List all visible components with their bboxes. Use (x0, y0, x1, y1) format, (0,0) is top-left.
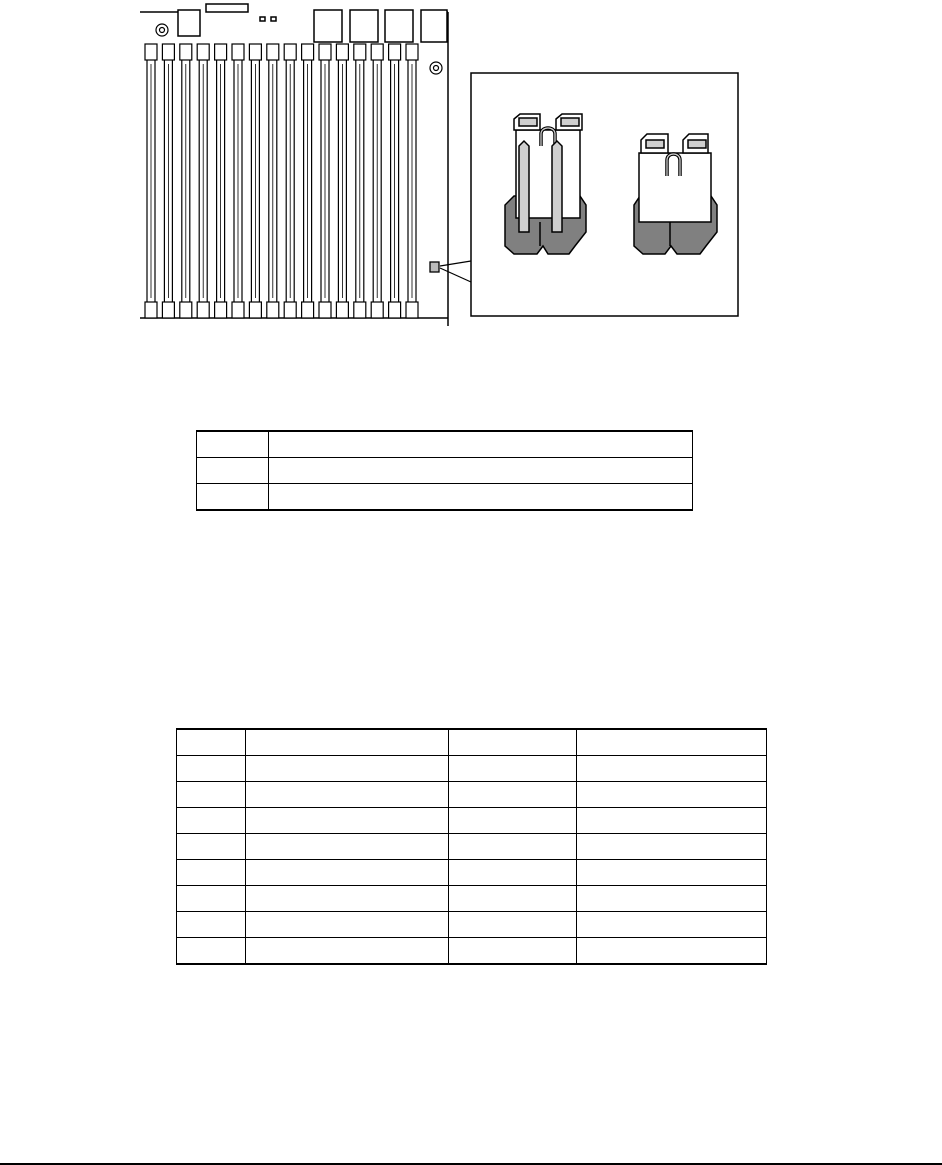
dimm-slot (354, 44, 366, 318)
mounting-hole (156, 24, 168, 36)
table-cell (197, 484, 269, 511)
jumper-removed (505, 114, 586, 254)
table-cell (177, 808, 246, 834)
dimm-slot (162, 44, 174, 318)
table-cell (177, 912, 246, 938)
table-cell (177, 729, 246, 756)
dimm-slot (284, 44, 296, 318)
table-row (177, 886, 767, 912)
table-cell (577, 834, 767, 860)
table-cell (577, 729, 767, 756)
table-cell (577, 886, 767, 912)
dimm-slot (180, 44, 192, 318)
table-cell (246, 912, 449, 938)
callout-lines (440, 261, 471, 282)
table-cell (177, 938, 246, 965)
table-cell (197, 431, 269, 458)
table-cell (577, 912, 767, 938)
dimm-slot (249, 44, 261, 318)
table-cell (577, 782, 767, 808)
table-cell (177, 886, 246, 912)
table-1 (196, 430, 693, 511)
table-row (197, 484, 693, 511)
table-cell (449, 729, 577, 756)
table-cell (449, 808, 577, 834)
dimm-slot (232, 44, 244, 318)
dimm-slot (336, 44, 348, 318)
dimm-slot (302, 44, 314, 318)
table-row (177, 756, 767, 782)
table-cell (246, 938, 449, 965)
table-cell (177, 860, 246, 886)
table-cell (246, 782, 449, 808)
table-cell (449, 834, 577, 860)
table-cell (246, 729, 449, 756)
board-diagram (0, 0, 942, 340)
table-cell (177, 782, 246, 808)
table-row (177, 834, 767, 860)
dimm-slot (197, 44, 209, 318)
dimm-slot (145, 44, 157, 318)
dimm-slot (319, 44, 331, 318)
table-cell (449, 756, 577, 782)
table-row (177, 729, 767, 756)
table-cell (269, 484, 693, 511)
table-cell (269, 431, 693, 458)
table-cell (269, 458, 693, 484)
table-cell (246, 756, 449, 782)
dimm-slot (267, 44, 279, 318)
table-cell (577, 860, 767, 886)
table-cell (246, 860, 449, 886)
dimm-slot (389, 44, 401, 318)
table-2 (176, 728, 767, 965)
table-cell (177, 756, 246, 782)
jumper-header (430, 262, 439, 272)
table-row (197, 458, 693, 484)
table-row (177, 782, 767, 808)
top-connectors (178, 4, 447, 42)
table-cell (577, 756, 767, 782)
table-row (177, 860, 767, 886)
table-cell (449, 860, 577, 886)
table-cell (449, 938, 577, 965)
dimm-slot (371, 44, 383, 318)
table-cell (577, 808, 767, 834)
table-cell (246, 886, 449, 912)
table-cell (449, 886, 577, 912)
table-cell (449, 782, 577, 808)
table-row (177, 808, 767, 834)
table-cell (577, 938, 767, 965)
dimm-slot (215, 44, 227, 318)
table-row (197, 431, 693, 458)
table-row (177, 912, 767, 938)
table-cell (246, 834, 449, 860)
table-row (177, 938, 767, 965)
table-cell (177, 834, 246, 860)
table-cell (246, 808, 449, 834)
table-cell (197, 458, 269, 484)
mounting-hole (430, 62, 442, 74)
table-cell (449, 912, 577, 938)
dimm-slots (145, 44, 418, 318)
dimm-slot (406, 44, 418, 318)
